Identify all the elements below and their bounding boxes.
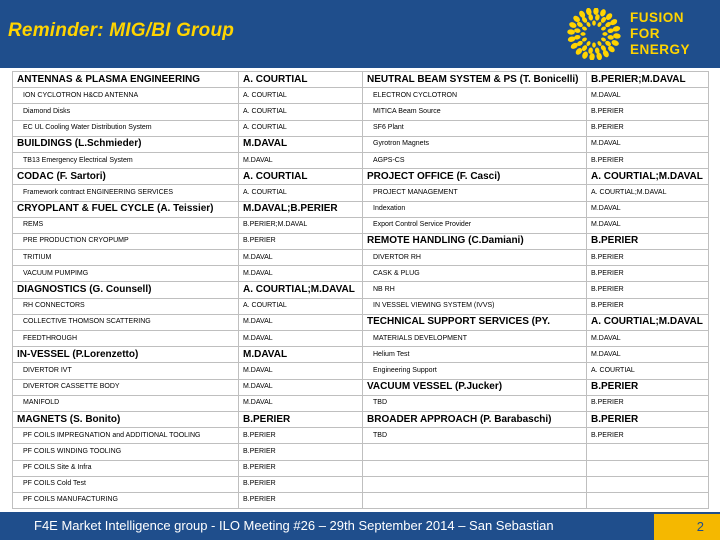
table-row xyxy=(13,476,709,492)
item-owner-cell: A. COURTIAL xyxy=(239,120,363,136)
table-row xyxy=(13,460,709,476)
item-name-cell: COLLECTIVE THOMSON SCATTERING xyxy=(13,314,239,330)
section-name-cell: BROADER APPROACH (P. Barabaschi) xyxy=(363,411,587,427)
item-name-cell: REMS xyxy=(13,217,239,233)
table-row xyxy=(13,314,709,330)
item-owner-cell: B.PERIER xyxy=(587,266,709,282)
section-owner-cell: A. COURTIAL xyxy=(239,169,363,185)
item-name-cell xyxy=(363,492,587,508)
section-name-cell: NEUTRAL BEAM SYSTEM & PS (T. Bonicelli) xyxy=(363,72,587,88)
logo-text xyxy=(630,10,690,58)
section-owner-cell: M.DAVAL;B.PERIER xyxy=(239,201,363,217)
item-owner-cell xyxy=(587,460,709,476)
item-owner-cell: B.PERIER xyxy=(587,250,709,266)
item-owner-cell: B.PERIER xyxy=(239,476,363,492)
item-name-cell: MATERIALS DEVELOPMENT xyxy=(363,331,587,347)
item-name-cell: PF COILS IMPREGNATION and ADDITIONAL TOOLING xyxy=(13,428,239,444)
section-name-cell: DIAGNOSTICS (G. Counsell) xyxy=(13,282,239,298)
item-owner-cell: B.PERIER xyxy=(587,152,709,168)
slide-title: Reminder: MIG/BI Group xyxy=(8,20,235,41)
table-row xyxy=(13,136,709,152)
f4e-logo xyxy=(566,6,706,62)
item-owner-cell xyxy=(587,444,709,460)
item-owner-cell: B.PERIER xyxy=(239,444,363,460)
table-body xyxy=(13,72,709,509)
item-name-cell: TBD xyxy=(363,428,587,444)
item-owner-cell: A. COURTIAL xyxy=(239,185,363,201)
table-row xyxy=(13,428,709,444)
item-name-cell xyxy=(363,444,587,460)
section-owner-cell: M.DAVAL xyxy=(239,136,363,152)
footer-bar xyxy=(0,512,720,540)
section-owner-cell: A. COURTIAL;M.DAVAL xyxy=(239,282,363,298)
section-owner-cell: B.PERIER xyxy=(239,411,363,427)
item-owner-cell: M.DAVAL xyxy=(239,314,363,330)
section-name-cell: MAGNETS (S. Bonito) xyxy=(13,411,239,427)
item-owner-cell: M.DAVAL xyxy=(587,88,709,104)
item-name-cell: CASK & PLUG xyxy=(363,266,587,282)
page-number: 2 xyxy=(696,519,704,534)
footer-text: F4E Market Intelligence group - ILO Meeting #26 – 29th September 2014 – San Sebastian xyxy=(34,518,554,533)
item-owner-cell: M.DAVAL xyxy=(587,331,709,347)
item-owner-cell: A. COURTIAL xyxy=(239,88,363,104)
item-name-cell: Framework contract ENGINEERING SERVICES xyxy=(13,185,239,201)
item-owner-cell: A. COURTIAL;M.DAVAL xyxy=(587,185,709,201)
item-name-cell: IN VESSEL VIEWING SYSTEM (IVVS) xyxy=(363,298,587,314)
table-row xyxy=(13,250,709,266)
item-name-cell: TBD xyxy=(363,395,587,411)
table-row xyxy=(13,347,709,363)
item-name-cell: RH CONNECTORS xyxy=(13,298,239,314)
item-name-cell: PRE PRODUCTION CRYOPUMP xyxy=(13,233,239,249)
section-owner-cell: A. COURTIAL;M.DAVAL xyxy=(587,169,709,185)
item-name-cell: DIVERTOR RH xyxy=(363,250,587,266)
table-row xyxy=(13,104,709,120)
section-name-cell: BUILDINGS (L.Schmieder) xyxy=(13,136,239,152)
item-name-cell xyxy=(363,460,587,476)
item-name-cell xyxy=(363,476,587,492)
table-row xyxy=(13,266,709,282)
item-owner-cell: B.PERIER xyxy=(587,104,709,120)
item-name-cell: NB RH xyxy=(363,282,587,298)
item-owner-cell: B.PERIER xyxy=(239,460,363,476)
section-owner-cell: B.PERIER;M.DAVAL xyxy=(587,72,709,88)
item-owner-cell: B.PERIER xyxy=(239,233,363,249)
table-row xyxy=(13,120,709,136)
section-owner-cell: A. COURTIAL xyxy=(239,72,363,88)
table-row xyxy=(13,88,709,104)
table-row xyxy=(13,201,709,217)
table-row xyxy=(13,411,709,427)
item-owner-cell: A. COURTIAL xyxy=(239,298,363,314)
table-row xyxy=(13,282,709,298)
sun-logo-icon xyxy=(566,8,622,60)
logo-word-3: ENERGY xyxy=(630,42,691,57)
item-name-cell: DIVERTOR IVT xyxy=(13,363,239,379)
item-owner-cell: M.DAVAL xyxy=(587,217,709,233)
section-name-cell: REMOTE HANDLING (C.Damiani) xyxy=(363,233,587,249)
section-name-cell: IN-VESSEL (P.Lorenzetto) xyxy=(13,347,239,363)
item-owner-cell: M.DAVAL xyxy=(239,331,363,347)
table-row xyxy=(13,233,709,249)
page-number-badge xyxy=(654,514,720,540)
item-name-cell: VACUUM PUMPIMG xyxy=(13,266,239,282)
logo-word-1: FUSION xyxy=(630,10,685,25)
item-name-cell: PF COILS MANUFACTURING xyxy=(13,492,239,508)
section-name-cell: CRYOPLANT & FUEL CYCLE (A. Teissier) xyxy=(13,201,239,217)
item-name-cell: TRITIUM xyxy=(13,250,239,266)
table-row xyxy=(13,185,709,201)
item-owner-cell: M.DAVAL xyxy=(239,379,363,395)
table-row xyxy=(13,444,709,460)
table-row xyxy=(13,72,709,88)
section-owner-cell: M.DAVAL xyxy=(239,347,363,363)
group-assignment-table xyxy=(12,71,709,509)
item-owner-cell: M.DAVAL xyxy=(239,266,363,282)
item-name-cell: PROJECT MANAGEMENT xyxy=(363,185,587,201)
item-name-cell: EC UL Cooling Water Distribution System xyxy=(13,120,239,136)
item-name-cell: DIVERTOR CASSETTE BODY xyxy=(13,379,239,395)
section-owner-cell: B.PERIER xyxy=(587,411,709,427)
section-name-cell: PROJECT OFFICE (F. Casci) xyxy=(363,169,587,185)
table-row xyxy=(13,298,709,314)
item-owner-cell: M.DAVAL xyxy=(239,363,363,379)
item-owner-cell: B.PERIER xyxy=(587,120,709,136)
table-row xyxy=(13,169,709,185)
item-owner-cell: M.DAVAL xyxy=(239,152,363,168)
table-row xyxy=(13,363,709,379)
section-name-cell: CODAC (F. Sartori) xyxy=(13,169,239,185)
item-name-cell: AGPS-CS xyxy=(363,152,587,168)
item-owner-cell: B.PERIER xyxy=(587,298,709,314)
item-owner-cell: B.PERIER xyxy=(587,428,709,444)
item-owner-cell: B.PERIER;M.DAVAL xyxy=(239,217,363,233)
table-row xyxy=(13,395,709,411)
item-owner-cell: M.DAVAL xyxy=(587,201,709,217)
item-owner-cell: B.PERIER xyxy=(239,492,363,508)
table-row xyxy=(13,379,709,395)
item-name-cell: TB13 Emergency Electrical System xyxy=(13,152,239,168)
item-name-cell: MITICA Beam Source xyxy=(363,104,587,120)
item-name-cell: Helium Test xyxy=(363,347,587,363)
table-row xyxy=(13,492,709,508)
item-owner-cell: A. COURTIAL xyxy=(239,104,363,120)
header-bar xyxy=(0,0,720,68)
section-name-cell: ANTENNAS & PLASMA ENGINEERING xyxy=(13,72,239,88)
item-name-cell: ION CYCLOTRON H&CD ANTENNA xyxy=(13,88,239,104)
item-name-cell: PF COILS Cold Test xyxy=(13,476,239,492)
item-owner-cell xyxy=(587,476,709,492)
table-row xyxy=(13,152,709,168)
item-owner-cell: B.PERIER xyxy=(587,282,709,298)
item-owner-cell: M.DAVAL xyxy=(587,347,709,363)
item-name-cell: PF COILS WINDING TOOLING xyxy=(13,444,239,460)
item-name-cell: Diamond Disks xyxy=(13,104,239,120)
table-row xyxy=(13,217,709,233)
section-owner-cell: B.PERIER xyxy=(587,379,709,395)
section-name-cell: VACUUM VESSEL (P.Jucker) xyxy=(363,379,587,395)
item-owner-cell xyxy=(587,492,709,508)
item-name-cell: Gyrotron Magnets xyxy=(363,136,587,152)
item-owner-cell: M.DAVAL xyxy=(587,136,709,152)
item-name-cell: Engineering Support xyxy=(363,363,587,379)
item-owner-cell: M.DAVAL xyxy=(239,250,363,266)
item-owner-cell: B.PERIER xyxy=(587,395,709,411)
section-owner-cell: A. COURTIAL;M.DAVAL xyxy=(587,314,709,330)
section-owner-cell: B.PERIER xyxy=(587,233,709,249)
item-owner-cell: B.PERIER xyxy=(239,428,363,444)
item-name-cell: PF COILS Site & Infra xyxy=(13,460,239,476)
section-name-cell: TECHNICAL SUPPORT SERVICES (PY. xyxy=(363,314,587,330)
item-name-cell: Indexation xyxy=(363,201,587,217)
item-name-cell: Export Control Service Provider xyxy=(363,217,587,233)
table-row xyxy=(13,331,709,347)
item-name-cell: SF6 Plant xyxy=(363,120,587,136)
item-name-cell: FEEDTHROUGH xyxy=(13,331,239,347)
item-name-cell: ELECTRON CYCLOTRON xyxy=(363,88,587,104)
logo-word-2: FOR xyxy=(630,26,660,41)
item-owner-cell: A. COURTIAL xyxy=(587,363,709,379)
item-name-cell: MANIFOLD xyxy=(13,395,239,411)
item-owner-cell: M.DAVAL xyxy=(239,395,363,411)
